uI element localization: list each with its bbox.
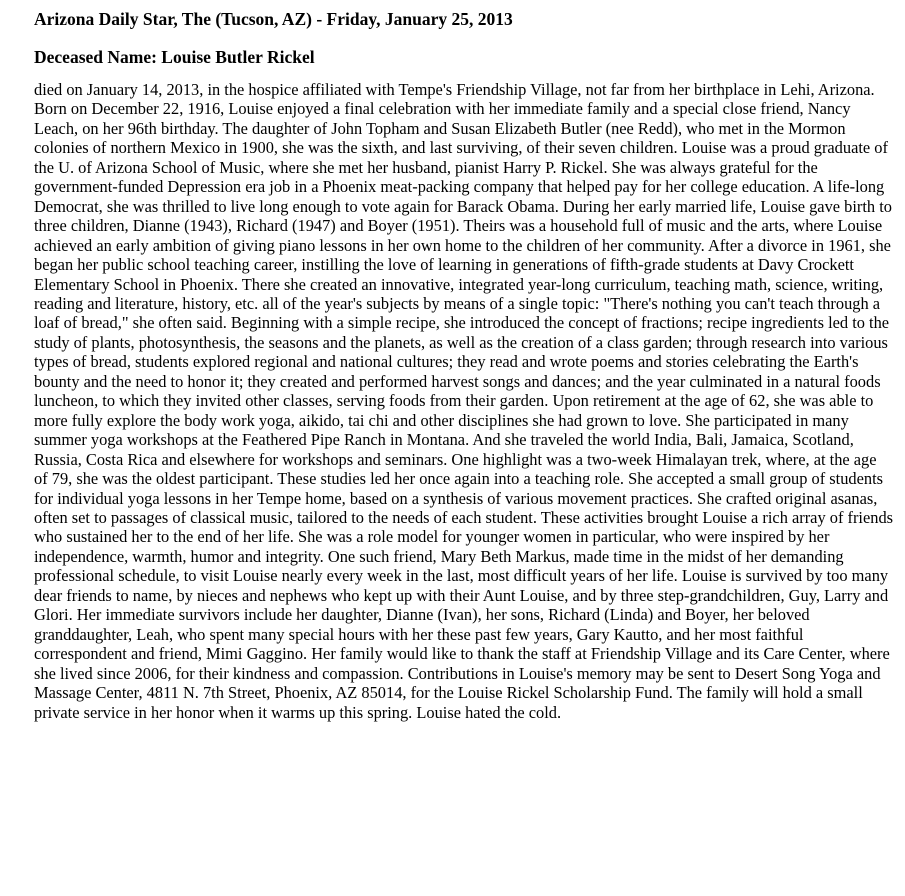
deceased-name-line: Deceased Name: Louise Butler Rickel	[34, 47, 315, 67]
obituary-body: died on January 14, 2013, in the hospice affiliated with Tempe's Friendship Village, not far from her birthplace in Lehi, Arizona. Born on December 22, 1916, Louise enjoyed a final celebration with her immediate family and a special close friend, Nancy Leach, on her 96th birthday. The daughter of John Topham and Susan Elizabeth Butler (nee Redd), who met in the Mormon colonies of northern Mexico in 1900, she was the sixth, and last surviving, of their seven children. Louise was a proud graduate of the U. of Arizona School of Music, where she met her husband, pianist Harry P. Rickel. She was always grateful for the government-funded Depression era job in a Phoenix meat-packing company that helped pay for her college education. A life-long Democrat, she was thrilled to live long enough to vote again for Barack Obama. During her early married life, Louise gave birth to three children, Dianne (1943), Richard (1947) and Boyer (1951). Theirs was a household full of music and the arts, where Louise achieved an early ambition of giving piano lessons in her own home to the children of her community. After a divorce in 1961, she began her public school teaching career, instilling the love of learning in generations of fifth-grade students at Davy Crockett Elementary School in Phoenix. There she created an innovative, integrated year-long curriculum, teaching math, science, writing, reading and literature, history, etc. all of the year's subjects by means of a single topic: "There's nothing you can't teach through a loaf of bread," she often said. Beginning with a simple recipe, she introduced the concept of fractions; recipe ingredients led to the study of plants, photosynthesis, the seasons and the planets, as well as the creation of a class garden; through research into various types of bread, students explored regional and national cultures; they read and wrote poems and stories celebrating the Earth's bounty and the need to honor it; they created and performed harvest songs and dances; and the year culminated in a natural foods luncheon, to which they invited other classes, serving foods from their garden. Upon retirement at the age of 62, she was able to more fully explore the body work yoga, aikido, tai chi and other disciplines she had grown to love. She participated in many summer yoga workshops at the Feathered Pipe Ranch in Montana. And she traveled the world India, Bali, Jamaica, Scotland, Russia, Costa Rica and elsewhere for workshops and seminars. One highlight was a two-week Himalayan trek, where, at the age of 79, she was the oldest participant. These studies led her once again into a teaching role. She accepted a small group of students for individual yoga lessons in her Tempe home, based on a synthesis of various movement practices. She crafted original asanas, often set to passages of classical music, tailored to the needs of each student. These activities brought Louise a rich array of friends who sustained her to the end of her life. She was a role model for younger women in particular, who were inspired by her independence, warmth, humor and integrity. One such friend, Mary Beth Markus, made time in the midst of her demanding professional schedule, to visit Louise nearly every week in the last, most difficult years of her life. Louise is survived by too many dear friends to name, by nieces and nephews who kept up with their Aunt Louise, and by three step-grandchildren, Guy, Larry and Glori. Her immediate survivors include her daughter, Dianne (Ivan), her sons, Richard (Linda) and Boyer, her beloved granddaughter, Leah, who spent many special hours with her these past few years, Gary Kautto, and her most faithful correspondent and friend, Mimi Gaggino. Her family would like to thank the staff at Friendship Village and its Care Center, where she lived since 2006, for their kindness and compassion. Contributions in Louise's memory may be sent to Desert Song Yoga and Massage Center, 4811 N. 7th Street, Phoenix, AZ 85014, for the Louise Rickel Scholarship Fund. The family will hold a small private service in her honor when it warms up this spring. Louise hated the cold.	[34, 80, 894, 722]
source-line: Arizona Daily Star, The (Tucson, AZ) - Friday, January 25, 2013	[34, 9, 513, 29]
